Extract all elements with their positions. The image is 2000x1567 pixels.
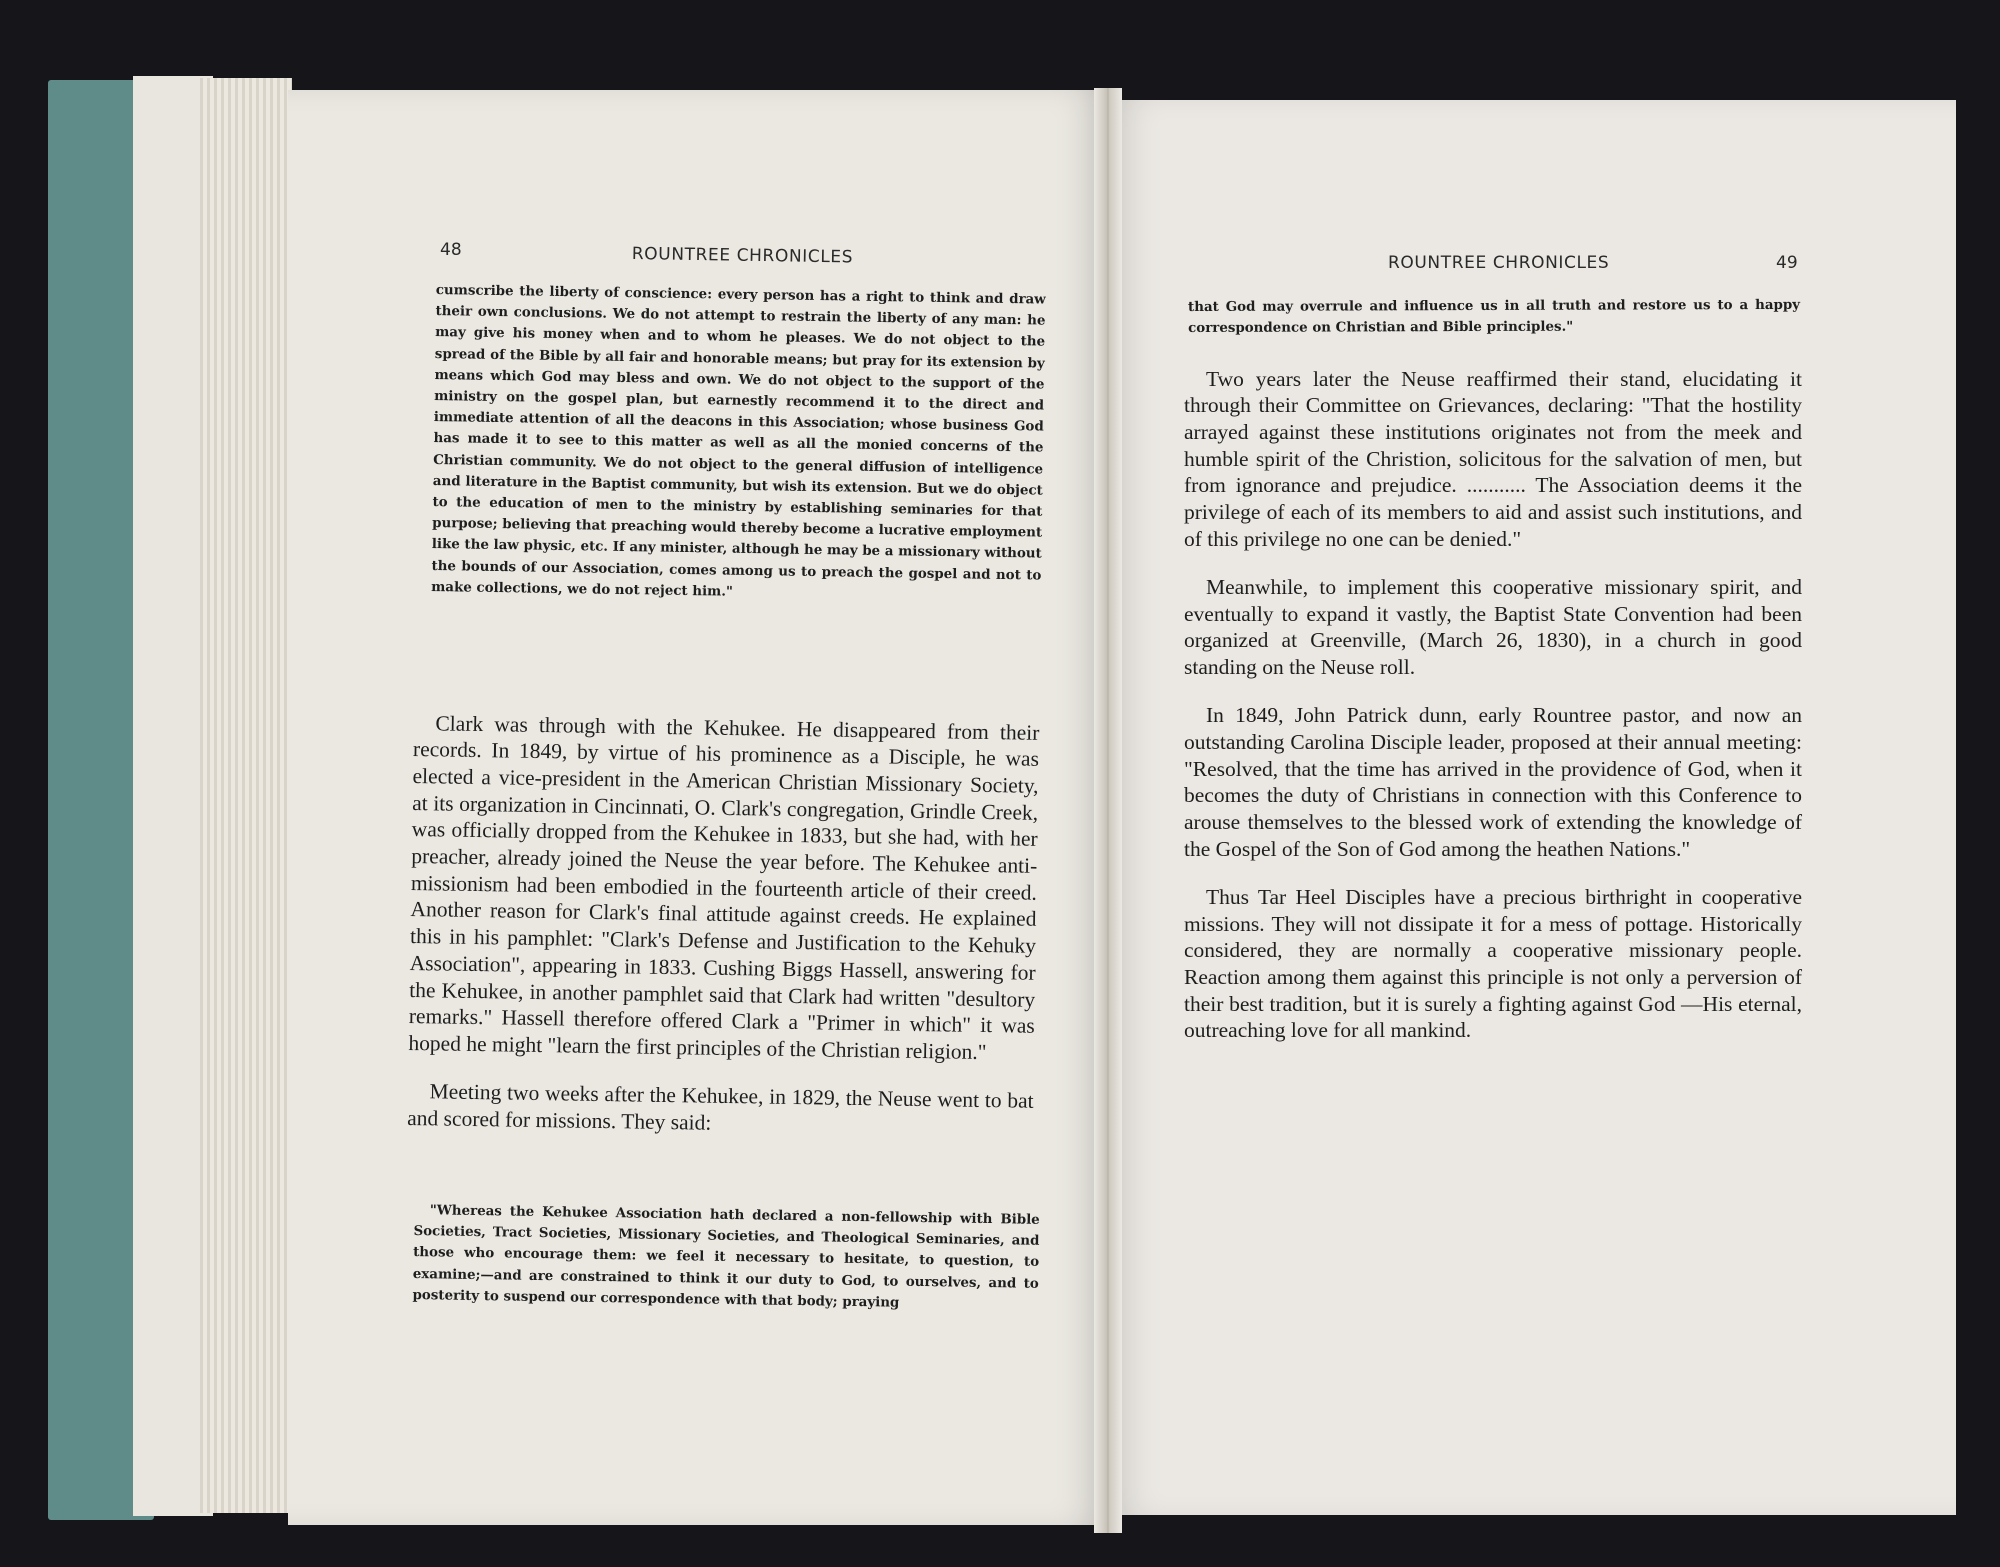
page-edges xyxy=(200,78,292,1513)
quote-paragraph: "Whereas the Kehukee Association hath declared a non-fellowship with Bible Societies, Tract Societies, Missionary Societies, and Theological Seminaries, and those who encourage them: we feel it necessary to hesitate, to question, to examine;—and are constrained to think it our duty to God, to ourselves, and to posterity to suspend our correspondence with that body; praying xyxy=(412,1202,1040,1311)
left-page-number: 48 xyxy=(440,240,462,260)
body-paragraph: In 1849, John Patrick dunn, early Rountree pastor, and now an outstanding Carolina Disciple leader, proposed at their annual meeting: "Resolved, that the time has arrived in the providence of God, when it becomes the duty of Christians in connection with this Conference to arouse themselves to the blessed work of extending the knowledge of the Gospel of the Son of God among the heathen Nations." xyxy=(1184,703,1802,861)
right-body-text xyxy=(1184,344,1802,1066)
right-page-number: 49 xyxy=(1776,253,1798,273)
body-paragraph: Clark was through with the Kehukee. He disappeared from their records. In 1849, by virtue of his prominence as a Disciple, he was elected a vice-president in the American Christian Missionary Society, at its organization in Cincinnati, O. Clark's congregation, Grindle Creek, was officially dropped from the Kehukee in 1833, but she had, with her preacher, already joined the Neuse the year before. The Kehukee anti-missionism had been embodied in the fourteenth article of their creed. Another reason for Clark's final attitude against creeds. He explained this in his pamphlet: "Clark's Defense and Justification to the Kehuky Association", appearing in 1833. Cushing Biggs Hassell, answering for the Kehukee, in another pamphlet said that Clark had written "desultory remarks." Hassell therefore offered Clark a "Primer in which" it was hoped he might "learn the first principles of the Christian religion." xyxy=(408,710,1040,1064)
body-paragraph: Meeting two weeks after the Kehukee, in 1829, the Neuse went to bat and scored for missions. They said: xyxy=(407,1079,1034,1135)
right-running-head: ROUNTREE CHRONICLES xyxy=(1388,253,1610,273)
right-block-quote-top xyxy=(1188,295,1800,340)
left-block-quote-bottom xyxy=(412,1200,1040,1316)
quote-paragraph: that God may overrule and influence us in all truth and restore us to a happy correspondence on Christian and Bible principles." xyxy=(1188,296,1801,337)
body-paragraph: Thus Tar Heel Disciples have a precious birthright in cooperative missions. They will not dissipate it for a mess of pottage. Historically considered, they are normally a cooperative missionary people. Reaction among them against this principle is not only a perversion of their best tradition, but it is surely a fighting against God —His eternal, outreaching love for all mankind. xyxy=(1184,884,1802,1043)
left-body-text xyxy=(407,688,1040,1163)
quote-paragraph: cumscribe the liberty of conscience: every person has a right to think and draw their own conclusions. We do not attempt to restrain the liberty of any man: he may give his money when and to whom he pleases. We do not object to the spread of the Bible by all fair and honorable means; but pray for its extension by means which God may bless and own. We do not object to the support of the ministry on the gospel plan, but earnestly recommend it to the direct and immediate attention of all the deacons in this Association; whose business God has made it to see to this matter as well as all the monied concerns of the Christian community. We do not object to the general diffusion of intelligence and literature in the Baptist community, but wish its extension. But we do object to the education of men to the ministry by establishing seminaries for that purpose; believing that preaching would thereby become a lucrative employment like the law physic, etc. If any minister, although he may be a missionary without the bounds of our Association, comes among us to preach the gospel and not to make collections, we do not reject him." xyxy=(431,281,1046,600)
body-paragraph: Two years later the Neuse reaffirmed their stand, elucidating it through their Committee on Grievances, declaring: "That the hostility arrayed against these institutions originates not from the meek and humble spirit of the Christion, solicitous for the salvation of men, but from ignorance and prejudice. ........... The Association deems it the privilege of each of its members to aid and assist such institutions, and of this privilege no one can be denied." xyxy=(1184,366,1802,551)
body-paragraph: Meanwhile, to implement this cooperative missionary spirit, and eventually to expand it vastly, the Baptist State Convention had been organized at Greenville, (March 26, 1830), in a church in good standing on the Neuse roll. xyxy=(1184,574,1802,680)
left-block-quote-top xyxy=(431,280,1046,608)
book-gutter xyxy=(1094,88,1122,1533)
left-running-head: ROUNTREE CHRONICLES xyxy=(631,244,854,268)
